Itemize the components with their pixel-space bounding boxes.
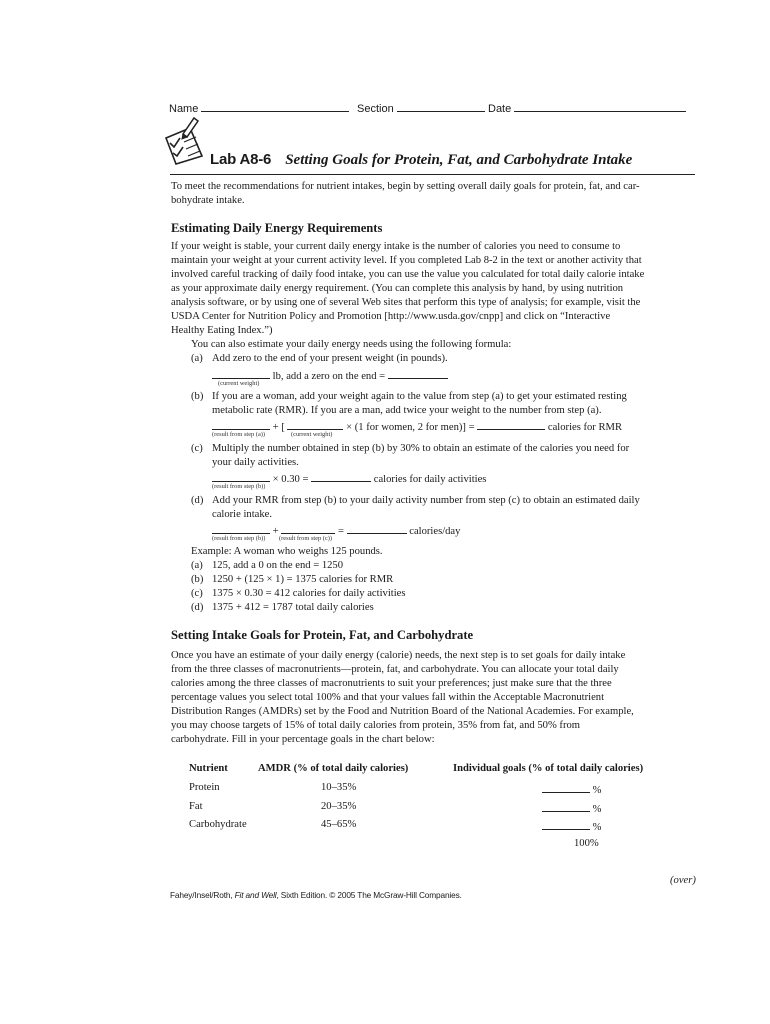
example-b-text: 1250 + (125 × 1) = 1375 calories for RMR [212, 574, 394, 585]
section2-para-2: from the three classes of macronutrients—protein, fat, and carbohydrate. You can allocate your total daily [171, 664, 619, 675]
step-b-line-2: metabolic rate (RMR). If you are a man, add twice your weight to the number from step (a). [212, 405, 602, 416]
example-a-text: 125, add a 0 on the end = 1250 [212, 560, 344, 571]
row-protein-nutrient: Protein [189, 782, 220, 793]
step-b-blank-3[interactable] [477, 418, 545, 430]
step-c-line-2: your daily activities. [212, 457, 299, 468]
step-b-times: × (1 for women, 2 for men)] = [346, 422, 475, 433]
total-pct: 100% [574, 838, 599, 849]
title-rule [170, 174, 695, 175]
example-c-label: (c) [191, 588, 203, 599]
section2-para-5: Distribution Ranges (AMDRs) set by the Food and Nutrition Board of the National Academies. For example, [171, 706, 634, 717]
section1-para-5: analysis software, or by using one of several Web sites that perform this type of analysis; for example, visit the [171, 297, 641, 308]
footer-authors: Fahey/Insel/Roth, [170, 890, 235, 900]
carb-pct: % [592, 822, 602, 833]
row-protein-goal [542, 781, 601, 798]
intro-line-2: bohydrate intake. [171, 195, 245, 206]
row-carb-nutrient: Carbohydrate [189, 819, 247, 830]
row-fat-nutrient: Fat [189, 801, 203, 812]
step-c-blank-2[interactable] [311, 470, 371, 482]
step-d-line-2: calorie intake. [212, 509, 272, 520]
carb-goal-blank[interactable] [542, 818, 590, 830]
section1-para-1: If your weight is stable, your current daily energy intake is the number of calories you need to consume to [171, 241, 621, 252]
section-field[interactable] [357, 100, 485, 115]
row-carb-goal [542, 818, 601, 835]
step-a-text: Add zero to the end of your present weight (in pounds). [212, 353, 448, 364]
section2-para-4: percentage values you select total 100% and that your values fall within the Acceptable Macronutrient [171, 692, 605, 703]
section2-para-3: calories among the three classes of macronutrients to suit your preferences; just make sure that the three [171, 678, 612, 689]
section1-para-4: as your approximate daily energy requirement. (You can complete this analysis by hand, by using nutrition [171, 283, 624, 294]
step-c-label: (c) [191, 443, 203, 454]
section1-para-2: maintain your weight at your current activity level. If you completed Lab 8-2 in the text or another activity that [171, 255, 642, 266]
step-a-line: lb, add a zero on the end = [272, 371, 386, 382]
step-a-result-blank[interactable] [388, 367, 448, 379]
example-d-label: (d) [191, 602, 204, 613]
step-d-equals: = [337, 526, 344, 537]
step-d-blank-1[interactable] [212, 522, 270, 534]
footer-book: Fit and Well [234, 890, 277, 900]
section2-para-6: you may choose targets of 15% of total daily calories from protein, 35% from fat, and 50% from [171, 720, 581, 731]
date-label: Date [488, 103, 512, 115]
intro-line-1: To meet the recommendations for nutrient intakes, begin by setting overall daily goals for protein, fat, and car- [171, 181, 640, 192]
step-b-unit: calories for RMR [547, 422, 623, 433]
step-c-times: × 0.30 = [272, 474, 309, 485]
step-c-blank-1[interactable] [212, 470, 270, 482]
row-protein-amdr: 10–35% [321, 782, 357, 793]
section1-para-3: involved careful tracking of daily food intake, you can use the value you calculated for total daily calorie intake [171, 269, 645, 280]
current-weight-blank[interactable] [212, 367, 270, 379]
lab-title [210, 151, 632, 169]
example-a-label: (a) [191, 560, 203, 571]
step-d-unit: calories/day [409, 526, 461, 537]
row-carb-amdr: 45–65% [321, 819, 357, 830]
table-header-nutrient: Nutrient [189, 763, 228, 774]
step-b-sub-2: (current weight) [291, 431, 333, 438]
table-header-goals: Individual goals (% of total daily calories) [453, 763, 644, 774]
step-a-label: (a) [191, 353, 203, 364]
date-blank[interactable] [514, 100, 686, 112]
pencil-checklist-icon [160, 116, 208, 166]
fat-goal-blank[interactable] [542, 800, 590, 812]
protein-pct: % [592, 785, 602, 796]
name-field[interactable] [169, 100, 349, 115]
formula-intro: You can also estimate your daily energy needs using the following formula: [191, 339, 512, 350]
example-c-text: 1375 × 0.30 = 412 calories for daily activities [212, 588, 406, 599]
section-blank[interactable] [397, 100, 485, 112]
step-b-blank-2[interactable] [287, 418, 343, 430]
section2-para-1: Once you have an estimate of your daily energy (calorie) needs, the next step is to set goals for daily intake [171, 650, 626, 661]
section2-heading: Setting Intake Goals for Protein, Fat, and Carbohydrate [171, 628, 474, 642]
step-b-blank-1[interactable] [212, 418, 270, 430]
step-b-line-1: If you are a woman, add your weight again to the value from step (a) to get your estimated resting [212, 391, 627, 402]
step-d-line-1: Add your RMR from step (b) to your daily activity number from step (c) to obtain an estimated daily [212, 495, 640, 506]
section-label: Section [357, 103, 394, 115]
example-d-text: 1375 + 412 = 1787 total daily calories [212, 602, 374, 613]
name-blank[interactable] [201, 100, 349, 112]
step-d-sub-2: (result from step (c)) [279, 535, 333, 542]
step-b-formula [212, 418, 622, 435]
step-b-plus: + [ [272, 422, 285, 433]
example-b-label: (b) [191, 574, 204, 585]
step-a-sub: (current weight) [218, 380, 260, 387]
footer-credit [170, 890, 462, 900]
footer-rest: , Sixth Edition. © 2005 The McGraw-Hill Companies. [276, 890, 462, 900]
step-d-sub-1: (result from step (b)) [212, 535, 266, 542]
example-intro: Example: A woman who weighs 125 pounds. [191, 546, 383, 557]
fat-pct: % [592, 804, 602, 815]
section1-para-6: USDA Center for Nutrition Policy and Promotion [http://www.usda.gov/cnpp] and click on “Interactive [171, 311, 611, 322]
step-d-plus: + [272, 526, 279, 537]
step-d-label: (d) [191, 495, 204, 506]
lab-title-text: Setting Goals for Protein, Fat, and Carbohydrate Intake [285, 152, 633, 168]
step-b-label: (b) [191, 391, 204, 402]
lab-number: Lab A8-6 [210, 151, 272, 168]
step-c-unit: calories for daily activities [373, 474, 487, 485]
section2-para-7: carbohydrate. Fill in your percentage goals in the chart below: [171, 734, 435, 745]
step-c-line-1: Multiply the number obtained in step (b) by 30% to obtain an estimate of the calories you need for [212, 443, 630, 454]
row-fat-amdr: 20–35% [321, 801, 357, 812]
step-d-blank-3[interactable] [347, 522, 407, 534]
step-c-sub: (result from step (b)) [212, 483, 266, 490]
section1-para-7: Healthy Eating Index.”) [171, 325, 273, 336]
protein-goal-blank[interactable] [542, 781, 590, 793]
section1-heading: Estimating Daily Energy Requirements [171, 221, 383, 235]
step-d-blank-2[interactable] [281, 522, 335, 534]
over-text: (over) [670, 875, 696, 886]
date-field[interactable] [488, 100, 686, 115]
step-b-sub-1: (result from step (a)) [212, 431, 266, 438]
row-fat-goal [542, 800, 601, 817]
table-header-amdr: AMDR (% of total daily calories) [258, 763, 409, 774]
name-label: Name [169, 103, 199, 115]
